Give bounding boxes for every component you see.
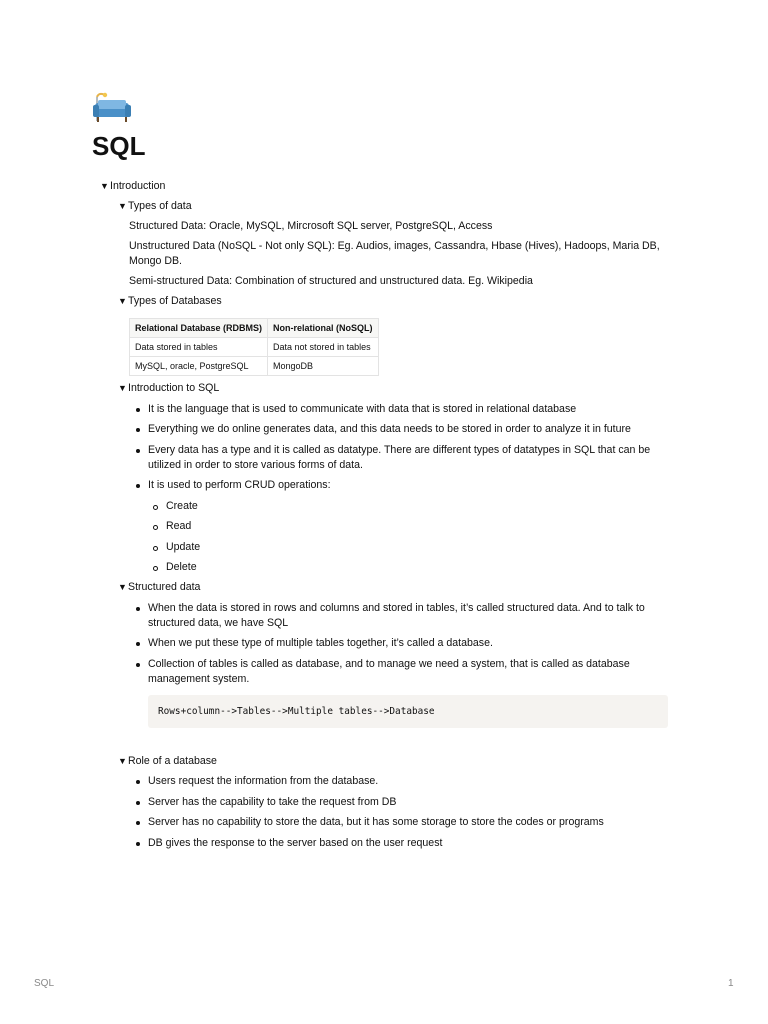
crud-list — [148, 499, 668, 576]
table-cell: Data not stored in tables — [268, 338, 379, 357]
code-block: Rows+column-->Tables-->Multiple tables-->Database — [148, 695, 668, 728]
bullet-list — [118, 402, 680, 576]
list-item: When the data is stored in rows and columns and stored in tables, it’s called structured data. And to talk to structured data, we have SQL — [118, 601, 668, 631]
caret-down-icon[interactable]: ▼ — [118, 582, 127, 592]
list-item: DB gives the response to the server based on the user request — [118, 836, 668, 851]
list-item-text: It is used to perform CRUD operations: — [148, 479, 331, 491]
list-item: It is the language that is used to communicate with data that is stored in relational database — [118, 402, 668, 417]
table-header-row — [130, 319, 379, 338]
bullet-list — [118, 601, 680, 687]
list-item: Read — [148, 519, 668, 534]
toggle-label: Introduction — [110, 180, 166, 192]
list-item: Users request the information from the database. — [118, 774, 668, 789]
toggle-label: Types of Databases — [128, 295, 222, 307]
list-item: Collection of tables is called as database, and to manage we need a system, that is called as database management system. — [118, 657, 668, 687]
list-item: Delete — [148, 560, 668, 575]
page-title: SQL — [92, 131, 146, 161]
list-item: Update — [148, 540, 668, 555]
toggle-label: Types of data — [128, 200, 192, 212]
bullet-list — [118, 774, 680, 851]
list-item: Server has no capability to store the data, but it has some storage to store the codes or programs — [118, 815, 668, 830]
footer-title: SQL — [34, 978, 55, 989]
list-item: When we put these type of multiple tables together, it’s called a database. — [118, 636, 668, 651]
caret-down-icon[interactable]: ▼ — [118, 755, 127, 766]
table-row — [130, 338, 379, 357]
toggle-introduction[interactable] — [100, 179, 680, 194]
caret-down-icon[interactable]: ▼ — [118, 383, 127, 393]
section-introduction-to-sql — [118, 381, 680, 575]
table-cell: MongoDB — [268, 357, 379, 376]
paragraph: Semi-structured Data: Combination of structured and unstructured data. Eg. Wikipedia — [129, 275, 533, 287]
toggle-label: Role of a database — [128, 754, 217, 767]
introduction-content — [118, 199, 680, 851]
table-cell: MySQL, oracle, PostgreSQL — [130, 357, 268, 376]
table-row — [130, 357, 379, 376]
list-item: Server has the capability to take the request from DB — [118, 795, 668, 810]
toggle-label: Introduction to SQL — [128, 382, 220, 394]
table-header-cell: Non-relational (NoSQL) — [268, 319, 379, 338]
page-number: 1 — [728, 978, 734, 989]
section-types-of-data — [118, 199, 680, 289]
databases-table — [129, 318, 379, 376]
table-header-cell: Relational Database (RDBMS) — [130, 319, 268, 338]
section-role-of-database — [118, 754, 680, 851]
toggle-types-of-databases[interactable] — [118, 294, 680, 309]
list-item: Everything we do online generates data, and this data needs to be stored in order to analyze it in future — [118, 422, 668, 437]
list-item: Every data has a type and it is called as datatype. There are different types of datatypes in SQL that can be utilized in order to store various forms of data. — [118, 443, 668, 473]
document-body — [100, 179, 680, 851]
caret-down-icon[interactable]: ▼ — [118, 296, 127, 306]
table-cell: Data stored in tables — [130, 338, 268, 357]
couch-icon — [91, 91, 131, 127]
toggle-types-of-data[interactable] — [118, 199, 680, 214]
toggle-label: Structured data — [128, 581, 201, 593]
list-item — [118, 478, 668, 575]
toggle-introduction-to-sql[interactable] — [118, 381, 680, 396]
list-item: Create — [148, 499, 668, 514]
toggle-role-of-database[interactable] — [118, 754, 680, 769]
toggle-structured-data[interactable] — [118, 580, 680, 595]
paragraph: Structured Data: Oracle, MySQL, Mircrosoft SQL server, PostgreSQL, Access — [129, 220, 493, 232]
caret-down-icon[interactable]: ▼ — [100, 181, 109, 191]
paragraph: Unstructured Data (NoSQL - Not only SQL): Eg. Audios, images, Cassandra, Hbase (Hives), Hadoops, Maria DB, Mongo DB. — [129, 240, 660, 267]
caret-down-icon[interactable]: ▼ — [118, 201, 127, 211]
section-structured-data — [118, 580, 680, 728]
section-types-of-databases — [118, 294, 680, 376]
